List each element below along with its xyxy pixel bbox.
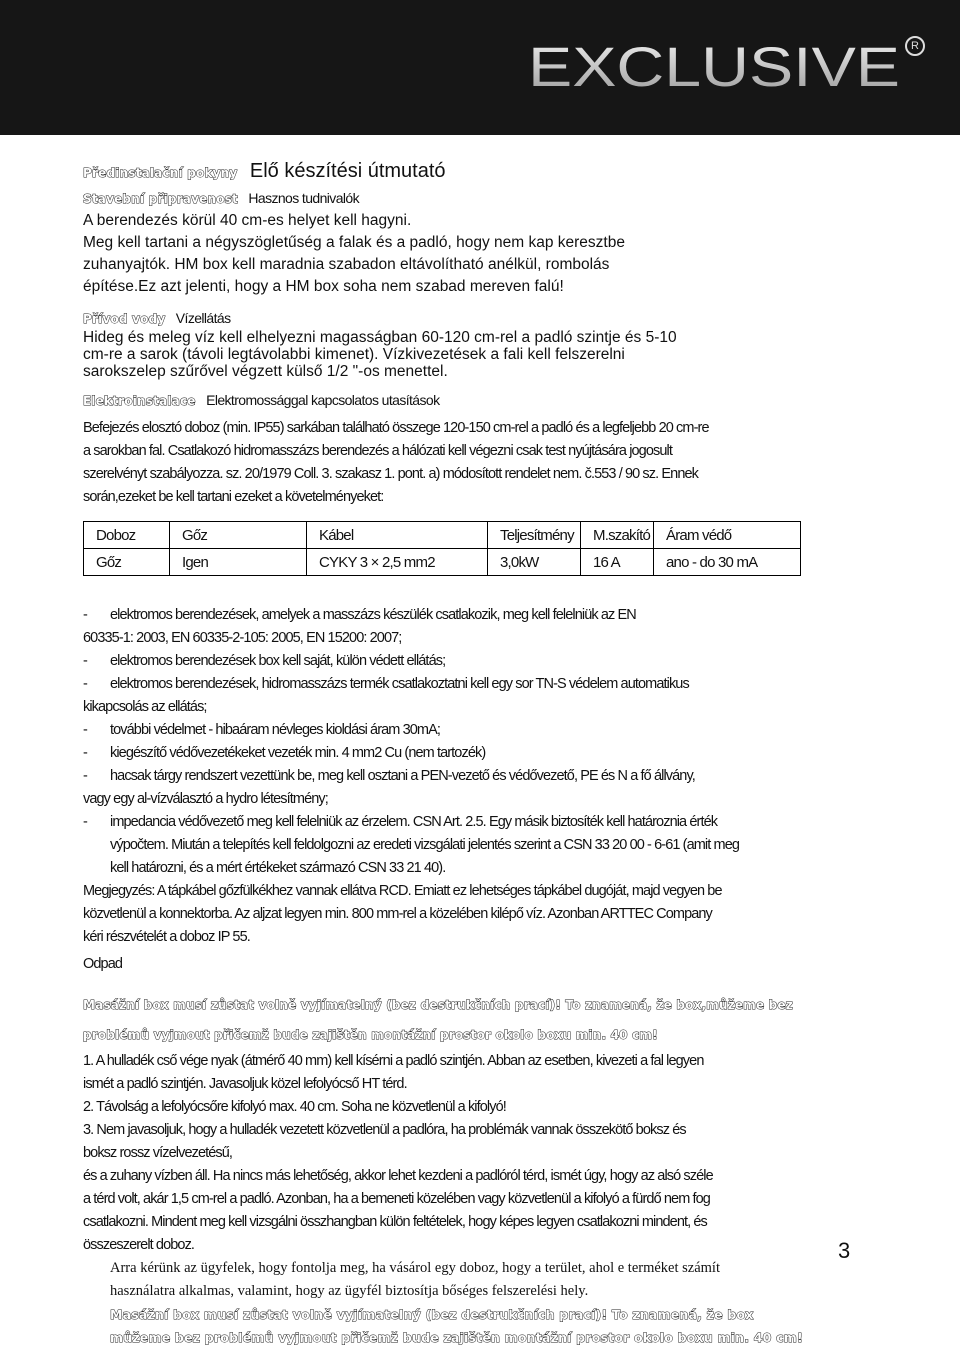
electric-line: Befejezés elosztó doboz (min. IP55) sarkában található összege 120-150 cm-rel a padló és a legfeljebb 20 cm-re (83, 420, 709, 436)
list-continuation: výpočtem. Miután a telepítés kell feldolgozni az eredeti vizsgálati jelentés szerint a CSN 33 20 00 - 6-61 (amit meg (110, 837, 740, 853)
table-cell: 16 A (581, 549, 654, 576)
electric-heading (83, 390, 828, 411)
cz-heading-water: Přívod vody (83, 312, 166, 326)
electric-line: a sarokban fal. Csatlakozó hidromasszázs berendezés a hálózati kell végezni csak test nyújtására jogosult (83, 443, 672, 459)
table-cell: Gőz (170, 522, 307, 549)
table-header-row (84, 522, 801, 549)
cz-heading-electric: Elektroinstalace (83, 394, 196, 408)
list-item: - kiegészítő védővezetékeket vezeték min. 4 mm2 Cu (nem tartozék) (83, 745, 486, 761)
table-cell: 3,0kW (488, 549, 581, 576)
note-line: közvetlenül a konnektorba. Az aljzat legyen min. 800 mm-rel a közelében kilépő víz. Azonban ARTTEC Company (83, 906, 712, 922)
list-item: 60335-1: 2003, EN 60335-2-105: 2005, EN 15200: 2007; (83, 630, 402, 646)
drain-line: 1. A hulladék cső vége nyak (átmérő 40 mm) kell kísérni a padló szintjén. Abban az esetben, kivezeti a fal legyen (83, 1053, 704, 1069)
spec-table (83, 521, 801, 576)
list-continuation: kell határozni, és a mért értékeket származó CSN 33 21 40). (110, 860, 446, 876)
drain-line: a térd volt, akár 1,5 cm-rel a padló. Azonban, ha a bemeneti közelében vagy közvetlenül a kifolyó a fürdő nem fog (83, 1191, 710, 1207)
list-item: - hacsak tárgy rendszert vezettünk be, meg kell osztani a PEN-vezető és védővezető, PE és N a fő állvány, (83, 768, 695, 784)
electric-title: Elektromossággal kapcsolatos utasítások (206, 392, 440, 408)
cz-heading-construction: Stavební připravenost (83, 192, 238, 206)
table-cell: ano - do 30 mA (654, 549, 801, 576)
table-cell: Kábel (307, 522, 488, 549)
list-item: vagy egy al-vízválasztó a hydro létesítmény; (83, 791, 328, 807)
list-item: - impedancia védővezető meg kell felelniük az érzelem. CSN Art. 2.5. Egy másik biztosíték kell határoznia érték (83, 814, 718, 830)
header-bar (0, 0, 960, 135)
table-cell: M.szakító (581, 522, 654, 549)
drain-line: összeszerelt doboz. (83, 1237, 195, 1253)
brand-logo (528, 42, 900, 92)
subtitle: Hasznos tudnivalók (248, 190, 359, 206)
intro-heading (83, 157, 828, 187)
page-content (83, 157, 828, 1349)
list-item: - elektromos berendezések, hidromasszázs termék csatlakoztatni kell egy sor TN-S védelem automatikus (83, 676, 689, 692)
water-line: cm-re a sarok (távoli legtávolabbi kimenet). Vízkivezetések a fali kell felszerelni (83, 346, 625, 363)
table-row (84, 549, 801, 576)
water-title: Vízellátás (175, 310, 231, 326)
table-cell: Gőz (84, 549, 170, 576)
intro-line: építése.Ez azt jelenti, hogy a HM box soha nem szabad mereven falú! (83, 278, 564, 295)
electric-line: során,ezeket be kell tartani ezeket a követelményeket: (83, 489, 384, 505)
cz-note: Masážní box musí zůstat volně vyjímatelný (bez destrukčních prací)! To znamená, že box (110, 1307, 754, 1322)
cz-heading-drain: Masážní box musí zůstat volně vyjímatelný (bez destrukčních prací)! To znamená, že box,můžeme bez problémů vyjmout přičemž bude zajištěn montážní prostor okolo boxu min. 40 cm! (83, 998, 793, 1042)
table-cell: Igen (170, 549, 307, 576)
intro-line: Meg kell tartani a négyszögletűség a falak és a padló, hogy nem kap keresztbe (83, 234, 625, 251)
brand-name: EXCLUSIVE (528, 42, 900, 92)
drain-text (83, 1050, 828, 1349)
electric-text (83, 417, 828, 509)
note-line: kéri részvételét a doboz IP 55. (83, 929, 250, 945)
drain-line: boksz rossz vízelvezetésű, (83, 1145, 233, 1161)
drain-line: 3. Nem javasoljuk, hogy a hulladék vezetett közvetlenül a padlóra, ha problémák vannak összekötő boksz és (83, 1122, 686, 1138)
note-line: Megjegyzés: A tápkábel gőzfülkékhez vannak ellátva RCD. Emiatt ez lehetséges tápkábel dugóját, majd vegyen be (83, 883, 722, 899)
drain-heading (83, 990, 828, 1050)
table-cell: Áram védő (654, 522, 801, 549)
table-cell: CYKY 3 × 2,5 mm2 (307, 549, 488, 576)
drain-line: 2. Távolság a lefolyócsőre kifolyó max. 40 cm. Soha ne közvetlenül a kifolyó! (83, 1099, 506, 1115)
table-cell: Teljesítmény (488, 522, 581, 549)
list-item: - elektromos berendezések box kell saját, külön védett ellátás; (83, 653, 446, 669)
cz-heading-preinstall: Předinstalační pokyny (83, 166, 238, 180)
intro-subheading (83, 187, 828, 210)
cz-note: můžeme bez problémů vyjmout přičemž bude zajištěn montážní prostor okolo boxu min. 40 cm! (110, 1330, 803, 1345)
list-item: - elektromos berendezések, amelyek a masszázs készülék csatlakozik, meg kell felelniük az EN (83, 607, 636, 623)
water-line: sarokszelep szűrővel végzett külső 1/2 "-os menettel. (83, 363, 448, 380)
intro-line: A berendezés körül 40 cm-es helyet kell hagyni. (83, 212, 412, 229)
page-number: 3 (838, 1238, 851, 1263)
customer-note: használatra alkalmas, valamint, hogy az ügyfél biztosítja bőséges felszerelési hely. (110, 1283, 589, 1299)
water-line: Hideg és meleg víz kell elhelyezni magasságban 60-120 cm-rel a padló szintje és 5-10 (83, 329, 677, 346)
intro-line: zuhanyajtók. HM box kell maradnia szabadon eltávolítható anélkül, rombolás (83, 256, 610, 273)
list-item: - további védelmet - hibaáram névleges kioldási áram 30mA; (83, 722, 441, 738)
customer-note: Arra kérünk az ügyfelek, hogy fontolja meg, ha vásárol egy doboz, hogy a terület, ahol e terméket számít (110, 1260, 720, 1276)
drain-line: csatlakozni. Mindent meg kell vizsgálni összhangban külön feltételek, hogy képes legyen csatlakozni mindent, és (83, 1214, 707, 1230)
list-item: kikapcsolás az ellátás; (83, 699, 207, 715)
drain-line: és a zuhany vízben áll. Ha nincs más lehetőség, akkor lehet kezdeni a padlóról térd, ismét úgy, hogy az alsó széle (83, 1168, 713, 1184)
page-title: Elő készítési útmutató (249, 160, 446, 182)
table-cell: Doboz (84, 522, 170, 549)
note-line: Odpad (83, 956, 123, 972)
water-heading (83, 308, 828, 329)
registered-mark: R (905, 36, 925, 56)
electric-line: szerelvényt szabályozza. sz. 20/1979 Coll. 3. szakasz 1. pont. a) módosított rendelet nem. č.553 / 90 sz. Ennek (83, 466, 699, 482)
requirements-list (83, 604, 828, 976)
drain-line: ismét a padló szintjén. Javasoljuk közel lefolyócső HT térd. (83, 1076, 407, 1092)
